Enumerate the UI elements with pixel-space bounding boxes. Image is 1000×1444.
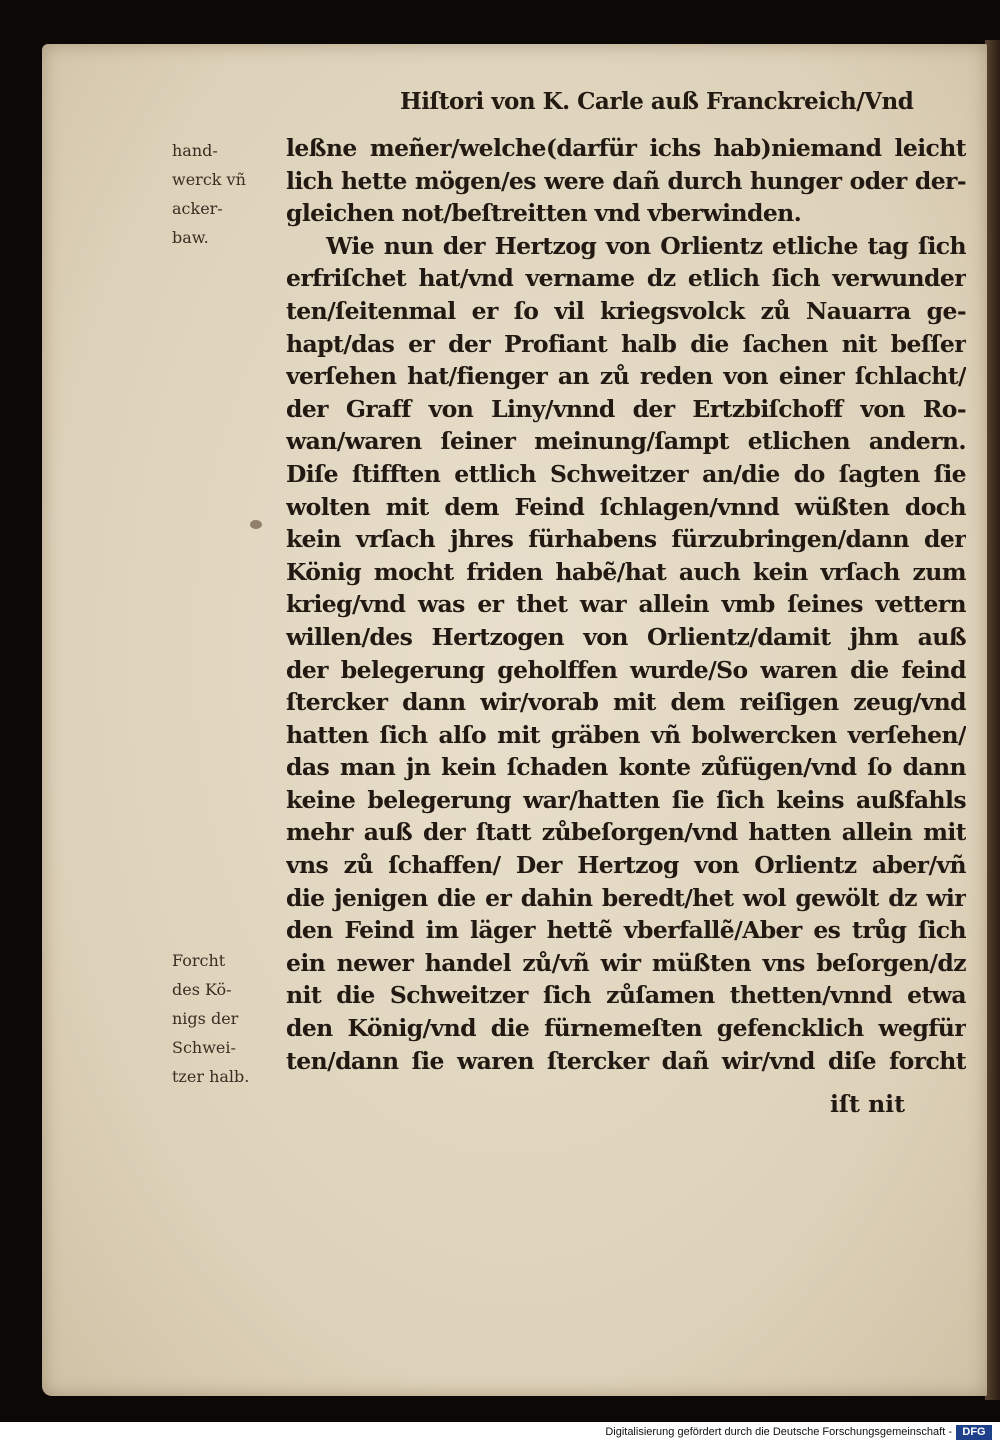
text-line: gleichen not/beſtreitten vnd vberwinden. <box>286 199 802 228</box>
text-line: lich hette mögen/es were dañ durch hunger oder der- <box>286 166 966 195</box>
footer-bar <box>0 1422 1000 1444</box>
text-line: die jenigen die er dahin beredt/het wol gewölt dz wir <box>286 883 966 912</box>
text-line: kein vrſach jhres fürhabens fürzubringen/dann der <box>286 525 966 554</box>
text-line: hapt/das er der Profiant halb die ſachen nit beſſer <box>286 329 966 358</box>
margin-note-2 <box>172 946 249 1091</box>
text-line: keine belegerung war/hatten ſie ſich keins außfahls <box>286 785 966 814</box>
funding-credit: Digitalisierung gefördert durch die Deutsche Forschungsgemeinschaft - <box>605 1426 952 1438</box>
margin-note-line: tzer halb. <box>172 1067 250 1086</box>
margin-note-line: Schwei- <box>172 1038 236 1057</box>
text-line: der belegerung geholffen wurde/So waren die feind <box>286 655 966 684</box>
text-line: wolten mit dem Feind ſchlagen/vnnd wüßten doch <box>286 492 966 521</box>
text-line: nit die Schweitzer ſich zůſamen thetten/vnnd etwa <box>286 981 966 1010</box>
margin-note-1 <box>172 136 246 252</box>
text-line: Diſe ſtifften ettlich Schweitzer an/die do ſagten ſie <box>286 459 966 488</box>
catchword: iſt nit <box>830 1090 905 1118</box>
margin-note-line: Forcht <box>172 951 226 970</box>
text-line: vns zů ſchaffen/ Der Hertzog von Orlientz aber/vñ <box>286 851 966 880</box>
text-line: mehr auß der ſtatt zůbeſorgen/vnd hatten allein mit <box>286 818 966 847</box>
book-edge <box>985 40 1000 1400</box>
text-line: verſehen hat/fienger an zů reden von einer ſchlacht/ <box>286 362 966 391</box>
text-line: krieg/vnd was er thet war allein vmb ſeines vettern <box>286 590 966 619</box>
text-line: ein newer handel zů/vñ wir müßten vns beſorgen/dz <box>286 948 966 977</box>
text-line: den Feind im läger hettẽ vberfallẽ/Aber es trůg ſich <box>286 916 966 945</box>
text-line: hatten ſich alſo mit gräben vñ bolwercken verſehen/ <box>286 720 966 749</box>
text-line: den König/vnd die fürnemeſten gefencklich wegfür <box>286 1014 966 1043</box>
text-line: ſtercker dann wir/vorab mit dem reiſigen zeug/vnd <box>286 688 966 717</box>
text-line: ten/dann ſie waren ſtercker dañ wir/vnd diſe forcht <box>286 1046 966 1075</box>
text-line: wan/waren ſeiner meinung/ſampt etlichen andern. <box>286 427 966 456</box>
margin-note-line: des Kö- <box>172 980 232 999</box>
text-line: erfriſchet hat/vnd vername dz etlich ſich verwunder <box>286 264 966 293</box>
text-line: das man jn kein ſchaden konte zůfügen/vnd ſo dann <box>286 753 966 782</box>
margin-note-line: hand- <box>172 141 218 160</box>
text-line: willen/des Hertzogen von Orlientz/damit jhm auß <box>286 622 966 651</box>
text-line: König mocht friden habẽ/hat auch kein vrſach zum <box>286 557 966 586</box>
dfg-logo: DFG <box>956 1425 992 1440</box>
text-line: Wie nun der Hertzog von Orlientz etliche tag ſich <box>326 231 966 260</box>
margin-note-line: werck vñ <box>172 170 246 189</box>
margin-note-line: acker- <box>172 199 223 218</box>
body-text <box>286 132 966 1077</box>
ink-blot <box>250 520 262 529</box>
text-line: leßne meñer/welche(darfür ichs hab)niemand leicht <box>286 134 966 162</box>
running-title: Hiſtori von K. Carle auß Franckreich/Vnd <box>400 88 914 115</box>
margin-note-line: baw. <box>172 228 209 247</box>
text-line: der Graff von Liny/vnnd der Ertzbiſchoff von Ro- <box>286 394 966 423</box>
margin-note-line: nigs der <box>172 1009 239 1028</box>
text-line: ten/ſeitenmal er ſo vil kriegsvolck zů Nauarra ge- <box>286 296 966 325</box>
